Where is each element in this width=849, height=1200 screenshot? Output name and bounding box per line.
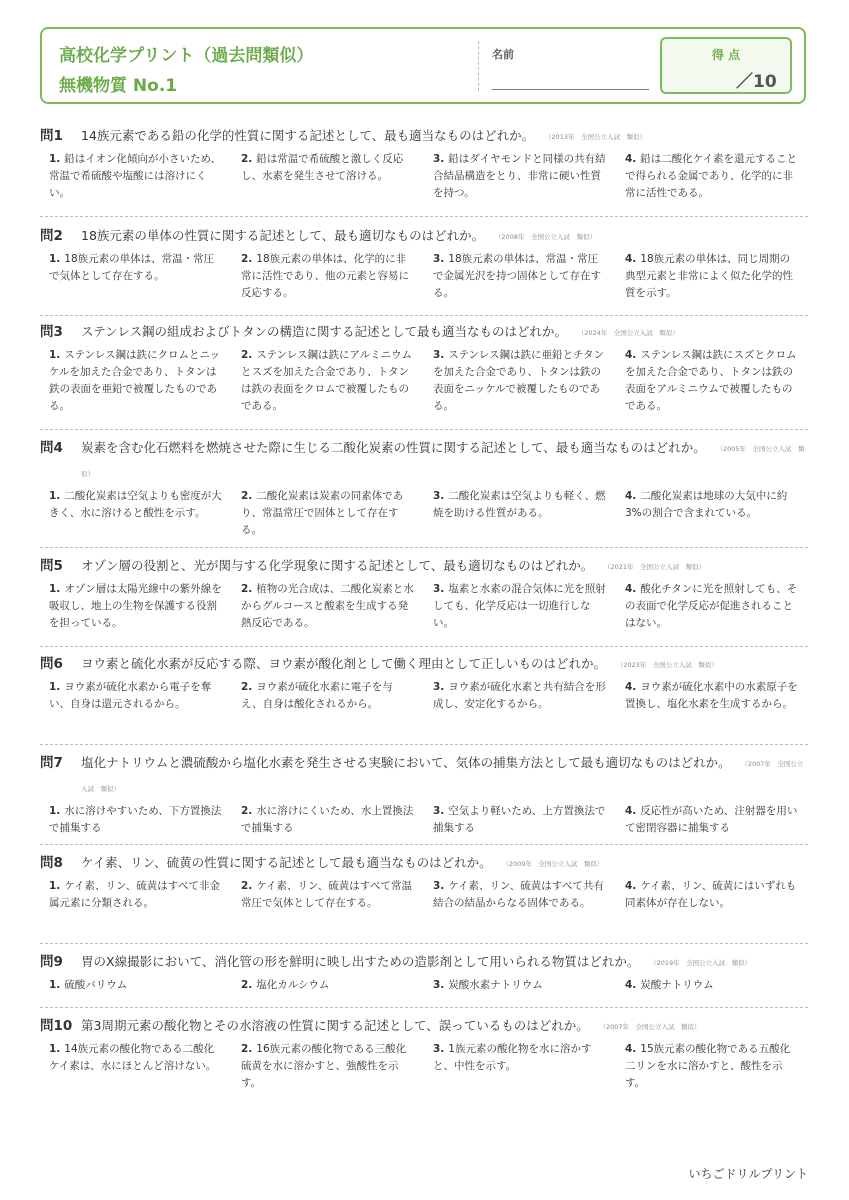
choice-2[interactable] xyxy=(232,977,424,994)
choice-number: 1. xyxy=(49,253,61,265)
question-source: （2009年 全国公立入試 類似） xyxy=(505,860,604,868)
choice-1[interactable] xyxy=(40,803,232,837)
choice-number: 3. xyxy=(433,349,445,361)
choice-4[interactable] xyxy=(616,803,808,837)
question-text: 第3周期元素の酸化物とその水溶液の性質に関する記述として、誤っているものはどれか。 xyxy=(81,1018,589,1033)
choice-text: ヨウ素が硫化水素と共有結合を形成し、安定化するから。 xyxy=(433,681,606,710)
choice-text: 水に溶けやすいため、下方置換法で捕集する xyxy=(49,805,222,834)
choice-2[interactable] xyxy=(232,679,424,713)
choice-text: 18族元素の単体は、化学的に非常に活性であり、他の元素と容易に反応する。 xyxy=(241,253,409,299)
question-5 xyxy=(40,554,808,632)
choice-text: ステンレス鋼は鉄に亜鉛とチタンを加えた合金であり、トタンは鉄の表面をニッケルで被覆したものである。 xyxy=(433,349,604,412)
question-separator xyxy=(40,943,808,944)
choice-text: ヨウ素が硫化水素から電子を奪い、自身は還元されるから。 xyxy=(49,681,212,710)
choice-text: 二酸化炭素は地球の大気中に約3%の割合で含まれている。 xyxy=(625,490,788,519)
choice-2[interactable] xyxy=(232,878,424,912)
choice-number: 1. xyxy=(49,805,61,817)
choice-number: 4. xyxy=(625,490,637,502)
choice-list xyxy=(40,803,808,837)
choice-3[interactable] xyxy=(424,977,616,994)
question-source: （2005年 全国公立入試 類似） xyxy=(81,445,805,478)
choice-text: 二酸化炭素は炭素の同素体であり、常温常圧で固体として存在する。 xyxy=(241,490,404,536)
choice-text: 鉛はイオン化傾向が小さいため、常温で希硫酸や塩酸には溶けにくい。 xyxy=(49,153,222,199)
question-7 xyxy=(40,751,808,837)
choice-number: 1. xyxy=(49,349,61,361)
choice-1[interactable] xyxy=(40,679,232,713)
choice-list xyxy=(40,1041,808,1092)
question-separator xyxy=(40,646,808,647)
choice-number: 2. xyxy=(241,880,253,892)
choice-4[interactable] xyxy=(616,251,808,302)
question-source: （2008年 全国公立入試 類似） xyxy=(498,233,596,241)
choice-number: 3. xyxy=(433,1043,445,1055)
choice-text: ケイ素、リン、硫黄はすべて常温常圧で気体として存在する。 xyxy=(241,880,413,909)
choice-number: 2. xyxy=(241,253,253,265)
choice-number: 4. xyxy=(625,583,637,595)
choice-text: 塩化カルシウム xyxy=(256,979,330,991)
choice-1[interactable] xyxy=(40,977,232,994)
header-divider xyxy=(478,41,479,91)
choice-3[interactable] xyxy=(424,1041,616,1092)
choice-number: 1. xyxy=(49,979,61,991)
question-text: ケイ素、リン、硫黄の性質に関する記述として最も適当なものはどれか。 xyxy=(81,855,492,870)
choice-3[interactable] xyxy=(424,679,616,713)
question-source: （2013年 全国公立入試 類似） xyxy=(548,133,646,141)
worksheet-title: 高校化学プリント（過去問類似） xyxy=(59,46,314,66)
choice-number: 2. xyxy=(241,583,253,595)
choice-number: 3. xyxy=(433,253,445,265)
question-2 xyxy=(40,224,808,302)
choice-1[interactable] xyxy=(40,347,232,415)
question-10 xyxy=(40,1014,808,1092)
choice-list xyxy=(40,151,808,202)
choice-2[interactable] xyxy=(232,1041,424,1092)
choice-number: 3. xyxy=(433,681,445,693)
name-label: 名前 xyxy=(492,48,514,61)
question-separator xyxy=(40,315,808,316)
choice-text: 空気より軽いため、上方置換法で捕集する xyxy=(433,805,606,834)
choice-number: 3. xyxy=(433,979,445,991)
choice-list xyxy=(40,488,808,539)
question-separator xyxy=(40,429,808,430)
choice-text: 18族元素の単体は、常温・常圧で金属光沢を持つ固体として存在する。 xyxy=(433,253,601,299)
choice-text: 植物の光合成は、二酸化炭素と水からグルコースと酸素を生成する発熱反応である。 xyxy=(241,583,414,629)
question-number: 問2 xyxy=(40,228,63,244)
question-8 xyxy=(40,851,808,912)
choice-1[interactable] xyxy=(40,488,232,539)
question-text: ステンレス鋼の組成およびトタンの構造に関する記述として最も適当なものはどれか。 xyxy=(81,324,567,339)
choice-text: ステンレス鋼は鉄にクロムとニッケルを加えた合金であり、トタンは鉄の表面を亜鉛で被覆したものである。 xyxy=(49,349,221,412)
choice-text: ヨウ素が硫化水素に電子を与え、自身は酸化されるから。 xyxy=(241,681,393,710)
question-number: 問10 xyxy=(40,1018,73,1034)
choice-number: 3. xyxy=(433,583,445,595)
choice-2[interactable] xyxy=(232,488,424,539)
question-4 xyxy=(40,436,808,539)
choice-text: ステンレス鋼は鉄にアルミニウムとスズを加えた合金であり、トタンは鉄の表面をクロムで被覆したものである。 xyxy=(241,349,412,412)
question-text: 18族元素の単体の性質に関する記述として、最も適切なものはどれか。 xyxy=(81,228,485,243)
choice-2[interactable] xyxy=(232,581,424,632)
question-number: 問7 xyxy=(40,755,63,771)
question-source: （2023年 全国公立入試 類似） xyxy=(620,661,718,669)
question-separator xyxy=(40,547,808,548)
choice-text: 18族元素の単体は、常温・常圧で気体として存在する。 xyxy=(49,253,215,282)
choice-number: 4. xyxy=(625,349,637,361)
choice-text: オゾン層は太陽光線中の紫外線を吸収し、地上の生物を保護する役割を担っている。 xyxy=(49,583,222,629)
choice-text: ヨウ素が硫化水素中の水素原子を置換し、塩化水素を生成するから。 xyxy=(625,681,798,710)
choice-number: 2. xyxy=(241,979,253,991)
choice-number: 4. xyxy=(625,805,637,817)
choice-3[interactable] xyxy=(424,803,616,837)
choice-text: 水に溶けにくいため、水上置換法で捕集する xyxy=(241,805,414,834)
choice-4[interactable] xyxy=(616,1041,808,1092)
question-separator xyxy=(40,216,808,217)
choice-2[interactable] xyxy=(232,803,424,837)
choice-4[interactable] xyxy=(616,878,808,912)
choice-3[interactable] xyxy=(424,488,616,539)
choice-number: 4. xyxy=(625,253,637,265)
choice-1[interactable] xyxy=(40,581,232,632)
choice-4[interactable] xyxy=(616,488,808,539)
choice-text: 15族元素の酸化物である五酸化二リンを水に溶かすと、酸性を示す。 xyxy=(625,1043,791,1089)
question-source: （2019年 全国公立入試 類似） xyxy=(653,959,752,967)
question-6 xyxy=(40,652,808,713)
question-number: 問6 xyxy=(40,656,63,672)
choice-3[interactable] xyxy=(424,251,616,302)
choice-list xyxy=(40,347,808,415)
question-text: 炭素を含む化石燃料を燃焼させた際に生じる二酸化炭素の性質に関する記述として、最も適当なものはどれか。 xyxy=(81,440,706,455)
score-label: 得 点 xyxy=(711,48,741,62)
worksheet-header xyxy=(40,27,806,104)
choice-number: 2. xyxy=(241,490,253,502)
choice-2[interactable] xyxy=(232,347,424,415)
choice-list xyxy=(40,679,808,713)
choice-4[interactable] xyxy=(616,977,808,994)
choice-number: 3. xyxy=(433,805,445,817)
choice-1[interactable] xyxy=(40,1041,232,1092)
choice-number: 1. xyxy=(49,153,61,165)
choice-text: ケイ素、リン、硫黄はすべて共有結合の結晶からなる固体である。 xyxy=(433,880,605,909)
choice-text: 炭酸ナトリウム xyxy=(640,979,714,991)
choice-2[interactable] xyxy=(232,251,424,302)
question-number: 問1 xyxy=(40,128,63,144)
choice-number: 2. xyxy=(241,805,253,817)
choice-number: 4. xyxy=(625,979,637,991)
question-source: （2024年 全国公立入試 類似） xyxy=(580,329,679,337)
choice-text: 硫酸バリウム xyxy=(64,979,128,991)
choice-3[interactable] xyxy=(424,347,616,415)
choice-number: 1. xyxy=(49,583,61,595)
choice-3[interactable] xyxy=(424,878,616,912)
choice-text: ケイ素、リン、硫黄はすべて非金属元素に分類される。 xyxy=(49,880,221,909)
score-box xyxy=(660,37,792,94)
question-text: 14族元素である鉛の化学的性質に関する記述として、最も適当なものはどれか。 xyxy=(81,128,535,143)
choice-1[interactable] xyxy=(40,251,232,302)
question-text: ヨウ素と硫化水素が反応する際、ヨウ素が酸化剤として働く理由として正しいものはどれか。 xyxy=(81,656,607,671)
question-number: 問3 xyxy=(40,324,63,340)
choice-number: 4. xyxy=(625,880,637,892)
choice-text: 反応性が高いため、注射器を用いて密閉容器に捕集する xyxy=(625,805,798,834)
choice-text: 16族元素の酸化物である三酸化硫黄を水に溶かすと、強酸性を示す。 xyxy=(241,1043,407,1089)
choice-number: 3. xyxy=(433,153,445,165)
choice-3[interactable] xyxy=(424,581,616,632)
choice-text: 18族元素の単体は、同じ周期の典型元素と非常によく似た化学的性質を示す。 xyxy=(625,253,793,299)
choice-text: 14族元素の酸化物である二酸化ケイ素は、水にほとんど溶けない。 xyxy=(49,1043,217,1072)
question-separator xyxy=(40,1007,808,1008)
choice-text: 鉛はダイヤモンドと同様の共有結合結晶構造をとり、非常に硬い性質を持つ。 xyxy=(433,153,606,199)
choice-4[interactable] xyxy=(616,151,808,202)
choice-text: 鉛は二酸化ケイ素を還元することで得られる金属であり、化学的に非常に活性である。 xyxy=(625,153,798,199)
question-number: 問5 xyxy=(40,558,63,574)
choice-list xyxy=(40,581,808,632)
question-separator xyxy=(40,844,808,845)
choice-number: 2. xyxy=(241,681,253,693)
choice-number: 2. xyxy=(241,153,253,165)
choice-number: 4. xyxy=(625,681,637,693)
choice-4[interactable] xyxy=(616,679,808,713)
choice-text: ステンレス鋼は鉄にスズとクロムを加えた合金であり、トタンは鉄の表面をアルミニウムで被覆したものである。 xyxy=(625,349,797,412)
choice-text: 酸化チタンに光を照射しても、その表面で化学反応が促進されることはない。 xyxy=(625,583,798,629)
question-number: 問8 xyxy=(40,855,63,871)
question-separator xyxy=(40,744,808,745)
question-source: （2007年 全国公立入試 類似） xyxy=(81,760,804,793)
name-field[interactable] xyxy=(492,89,649,90)
choice-text: 塩素と水素の混合気体に光を照射しても、化学反応は一切進行しない。 xyxy=(433,583,606,629)
choice-number: 3. xyxy=(433,490,445,502)
choice-1[interactable] xyxy=(40,878,232,912)
choice-number: 1. xyxy=(49,1043,61,1055)
worksheet-subtitle: 無機物質 No.1 xyxy=(59,76,178,96)
choice-list xyxy=(40,251,808,302)
choice-text: 鉛は常温で希硫酸と激しく反応し、水素を発生させて溶ける。 xyxy=(241,153,404,182)
question-text: 塩化ナトリウムと濃硫酸から塩化水素を発生させる実験において、気体の捕集方法として最も適切なものはどれか。 xyxy=(81,755,731,770)
choice-number: 1. xyxy=(49,490,61,502)
question-number: 問9 xyxy=(40,954,63,970)
choice-1[interactable] xyxy=(40,151,232,202)
choice-number: 1. xyxy=(49,880,61,892)
choice-number: 3. xyxy=(433,880,445,892)
choice-list xyxy=(40,878,808,912)
choice-text: ケイ素、リン、硫黄にはいずれも同素体が存在しない。 xyxy=(625,880,797,909)
choice-number: 4. xyxy=(625,1043,637,1055)
question-source: （2021年 全国公立入試 類似） xyxy=(607,563,706,571)
question-source: （2007年 全国公立入試 類似） xyxy=(602,1023,701,1031)
question-1 xyxy=(40,124,808,202)
choice-number: 4. xyxy=(625,153,637,165)
question-3 xyxy=(40,320,808,415)
choice-text: 二酸化炭素は空気よりも密度が大きく、水に溶けると酸性を示す。 xyxy=(49,490,222,519)
choice-4[interactable] xyxy=(616,347,808,415)
question-number: 問4 xyxy=(40,440,63,456)
choice-text: 1族元素の酸化物を水に溶かすと、中性を示す。 xyxy=(433,1043,592,1072)
score-value: ／10 xyxy=(736,72,777,92)
choice-list xyxy=(40,977,808,994)
question-text: オゾン層の役割と、光が関与する化学現象に関する記述として、最も適切なものはどれか。 xyxy=(81,558,594,573)
choice-number: 1. xyxy=(49,681,61,693)
choice-2[interactable] xyxy=(232,151,424,202)
choice-4[interactable] xyxy=(616,581,808,632)
choice-text: 二酸化炭素は空気よりも軽く、燃焼を助ける性質がある。 xyxy=(433,490,606,519)
question-text: 胃のX線撮影において、消化管の形を鮮明に映し出すための造影剤として用いられる物質はどれか。 xyxy=(81,954,640,969)
choice-number: 2. xyxy=(241,1043,253,1055)
choice-text: 炭酸水素ナトリウム xyxy=(448,979,543,991)
footer-brand: いちごドリルプリント xyxy=(688,1167,808,1181)
question-9 xyxy=(40,950,808,994)
choice-3[interactable] xyxy=(424,151,616,202)
choice-number: 2. xyxy=(241,349,253,361)
